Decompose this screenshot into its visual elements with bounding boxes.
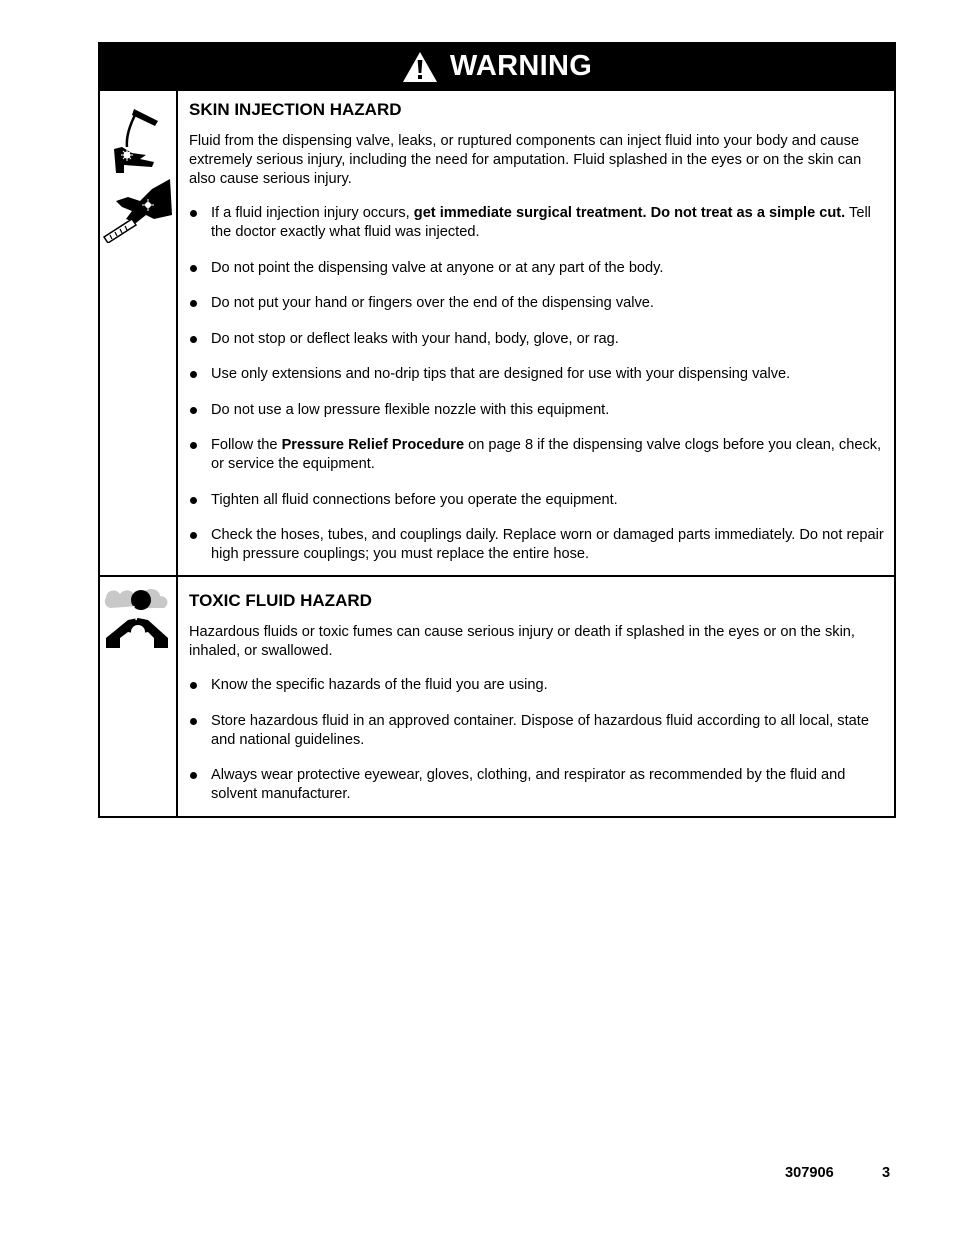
column-divider: [176, 91, 178, 816]
toxic-fume-hazard-icon: [104, 586, 170, 657]
bullet-list: [189, 204, 884, 564]
list-item: Check the hoses, tubes, and couplings daily. Replace worn or damaged parts immediately. Do not repair high pressure couplings; you must replace the entire hose.: [189, 526, 884, 564]
list-item: Store hazardous fluid in an approved container. Dispose of hazardous fluid according to all local, state and national guidelines.: [189, 712, 884, 750]
list-item: Always wear protective eyewear, gloves, clothing, and respirator as recommended by the fluid and solvent manufacturer.: [189, 766, 884, 804]
document-number: 307906: [785, 1165, 834, 1181]
list-item: If a fluid injection injury occurs, get immediate surgical treatment. Do not treat as a simple cut. Tell the doctor exactly what fluid was injected.: [189, 204, 884, 242]
warning-box: [98, 42, 896, 818]
list-item: Know the specific hazards of the fluid you are using.: [189, 676, 884, 695]
warning-title: WARNING: [449, 50, 593, 82]
skin-injection-section: [189, 100, 884, 581]
toxic-fluid-section: [189, 591, 884, 821]
list-item: Use only extensions and no-drip tips that are designed for use with your dispensing valve.: [189, 365, 884, 384]
page-number: 3: [882, 1165, 891, 1181]
section-heading: TOXIC FLUID HAZARD: [189, 591, 372, 610]
section-intro: Hazardous fluids or toxic fumes can cause serious injury or death if splashed in the eyes or on the skin, inhaled, or swallowed.: [189, 624, 855, 659]
section-heading: SKIN INJECTION HAZARD: [189, 100, 402, 119]
skin-injection-hazard-icon: [102, 107, 172, 248]
list-item: Follow the Pressure Relief Procedure on page 8 if the dispensing valve clogs before you clean, check, or service the equipment.: [189, 436, 884, 474]
bullet-list: [189, 676, 884, 804]
warning-header: [98, 42, 896, 91]
list-item: Tighten all fluid connections before you operate the equipment.: [189, 491, 884, 510]
section-intro: Fluid from the dispensing valve, leaks, or ruptured components can inject fluid into your body and cause extremely serious injury, including the need for amputation. Fluid splashed in the eyes or on the skin can also cause serious injury.: [189, 133, 862, 187]
list-item: Do not stop or deflect leaks with your hand, body, glove, or rag.: [189, 330, 884, 349]
list-item: Do not put your hand or fingers over the end of the dispensing valve.: [189, 294, 884, 313]
warning-triangle-icon: [402, 51, 438, 83]
list-item: Do not use a low pressure flexible nozzle with this equipment.: [189, 401, 884, 420]
list-item: Do not point the dispensing valve at anyone or at any part of the body.: [189, 259, 884, 278]
